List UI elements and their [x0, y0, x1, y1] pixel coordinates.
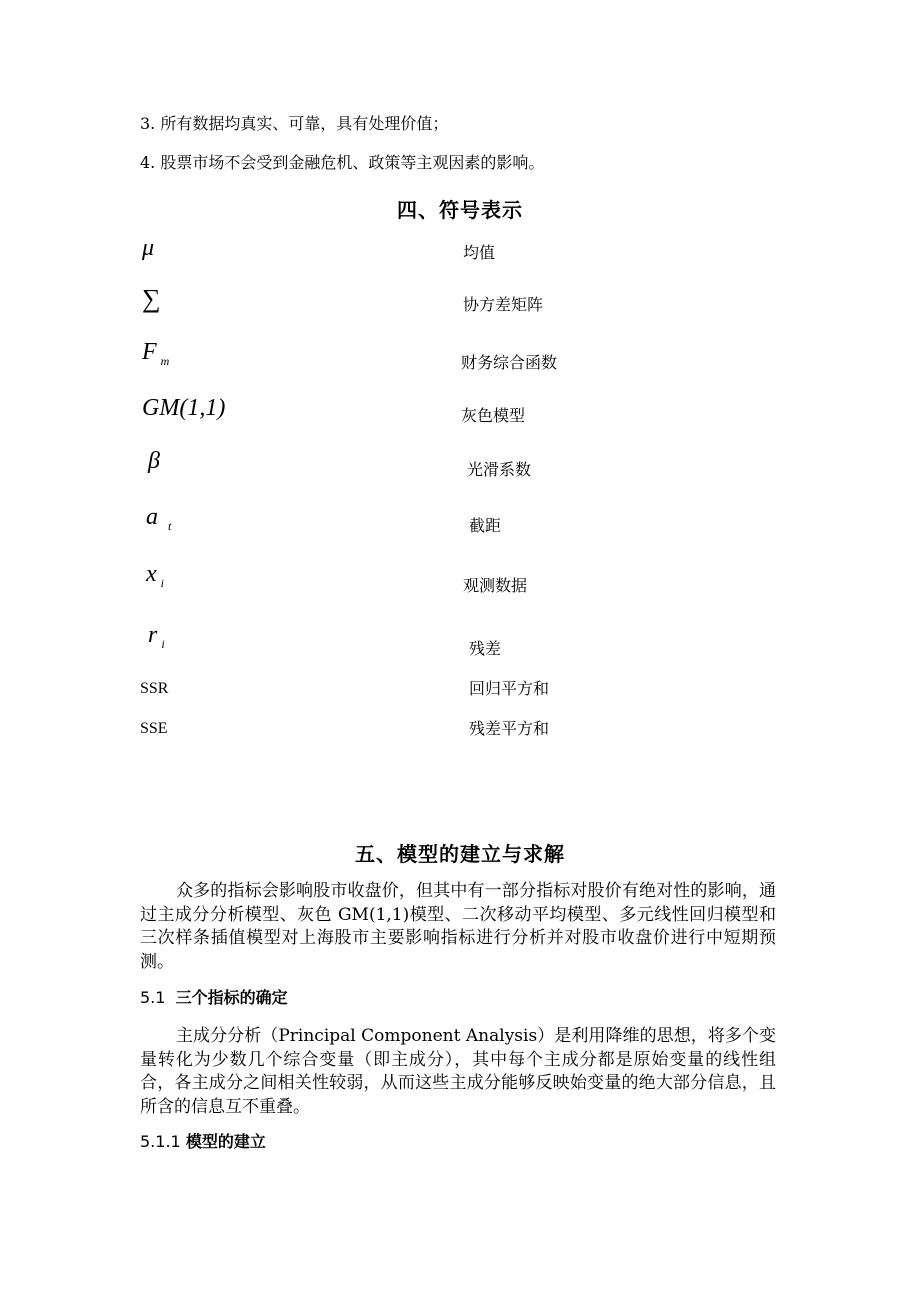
symbol-ssr: SSR [140, 680, 169, 697]
symbol-sigma: ∑ [142, 284, 161, 313]
symbol-desc-ssr: 回归平方和 [469, 679, 550, 698]
subsection-5-1-1-heading [140, 1134, 266, 1150]
subsection-number: 5.1 [140, 988, 166, 1007]
subsection-title: 三个指标的确定 [175, 988, 288, 1007]
symbol-desc-gm11: 灰色模型 [461, 406, 526, 425]
subsection-number: 5.1.1 [140, 1132, 181, 1151]
symbol-desc-mu: 均值 [463, 243, 496, 262]
symbol-ri: r $_i$ [148, 622, 165, 651]
symbol-xi: x $_i$ [146, 561, 164, 590]
subsection-title: 模型的建立 [185, 1132, 266, 1151]
model-intro-paragraph: 众多的指标会影响股市收盘价，但其中有一部分指标对股价有绝对性的影响，通过主成分分析模型、灰色 GM(1,1)模型、二次移动平均模型、多元线性回归模型和三次样条插值模型对上海股市主要影响指标进行分析并对股市收盘价进行中短期预测。 [140, 881, 776, 972]
pca-paragraph: 主成分分析（Principal Component Analysis）是利用降维的思想，将多个变量转化为少数几个综合变量（即主成分），其中每个主成分都是原始变量的线性组合，各主成分之间相关性较弱，从而这些主成分能够反映始变量的绝大部分信息，且所含的信息互不重叠。 [140, 1026, 776, 1117]
symbol-desc-sse: 残差平方和 [469, 719, 550, 738]
subsection-5-1-heading [140, 990, 288, 1006]
symbol-at: a $_t$ [146, 504, 172, 533]
assumption-3: 3. 所有数据均真实、可靠，具有处理价值； [140, 114, 449, 133]
symbol-mu: μ [142, 235, 155, 261]
symbol-desc-sigma: 协方差矩阵 [463, 295, 544, 314]
symbol-sse: SSE [140, 720, 168, 737]
assumption-4: 4. 股票市场不会受到金融危机、政策等主观因素的影响。 [140, 153, 545, 172]
symbol-fm: F $_m$ [142, 339, 170, 368]
model-section-title: 五、模型的建立与求解 [355, 842, 565, 866]
symbol-gm11: GM(1,1) [142, 395, 226, 421]
symbol-desc-beta: 光滑系数 [467, 460, 532, 479]
symbol-beta: β [148, 448, 160, 474]
symbol-desc-xi: 观测数据 [463, 576, 528, 595]
symbol-desc-at: 截距 [469, 516, 502, 535]
symbols-section-title: 四、符号表示 [397, 198, 523, 222]
symbol-desc-fm: 财务综合函数 [461, 353, 558, 372]
symbol-desc-ri: 残差 [469, 639, 502, 658]
